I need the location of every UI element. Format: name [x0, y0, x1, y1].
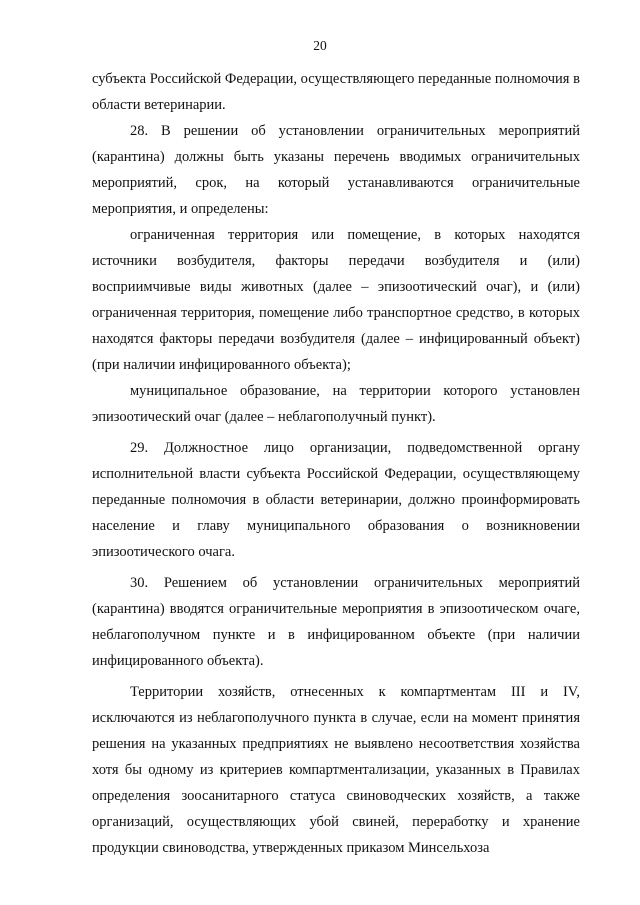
paragraph-28-item-territory: ограниченная территория или помещение, в которых находятся источники возбудителя, факторы передачи возбудителя и (или) восприимчивые виды животных (далее – эпизоотический очаг), и (или) ограниченная территория, помещение либо транспортное средство, в которых находятся факторы передачи возбудителя (далее – инфицированный объект) (при наличии инфицированного объекта);: [92, 227, 580, 373]
document-body: [92, 66, 580, 861]
paragraph-28-item-municipality: муниципальное образование, на территории которого установлен эпизоотический очаг (далее – неблагополучный пункт).: [92, 383, 580, 425]
page-number: 20: [313, 38, 327, 53]
paragraph-28: 28. В решении об установлении ограничительных мероприятий (карантина) должны быть указаны перечень вводимых ограничительных мероприятий, срок, на который устанавливаются ограничительные мероприятия, и определены:: [92, 123, 580, 217]
paragraph-compartments: Территории хозяйств, отнесенных к компартментам III и IV, исключаются из неблагополучного пункта в случае, если на момент принятия решения на указанных предприятиях не выявлено несоответствия хозяйства хотя бы одному из критериев компартментализации, указанных в Правилах определения зоосанитарного статуса свиноводческих хозяйств, а также организаций, осуществляющих убой свиней, переработку и хранение продукции свиноводства, утвержденных приказом Минсельхоза: [92, 684, 580, 856]
paragraph-29: 29. Должностное лицо организации, подведомственной органу исполнительной власти субъекта Российской Федерации, осуществляющему переданные полномочия в области ветеринарии, должно проинформировать население и главу муниципального образования о возникновении эпизоотического очага.: [92, 440, 580, 560]
paragraph-continuation: субъекта Российской Федерации, осуществляющего переданные полномочия в области ветеринарии.: [92, 71, 580, 113]
paragraph-30: 30. Решением об установлении ограничительных мероприятий (карантина) вводятся ограничительные мероприятия в эпизоотическом очаге, неблагополучном пункте и в инфицированном объекте (при наличии инфицированного объекта).: [92, 575, 580, 669]
